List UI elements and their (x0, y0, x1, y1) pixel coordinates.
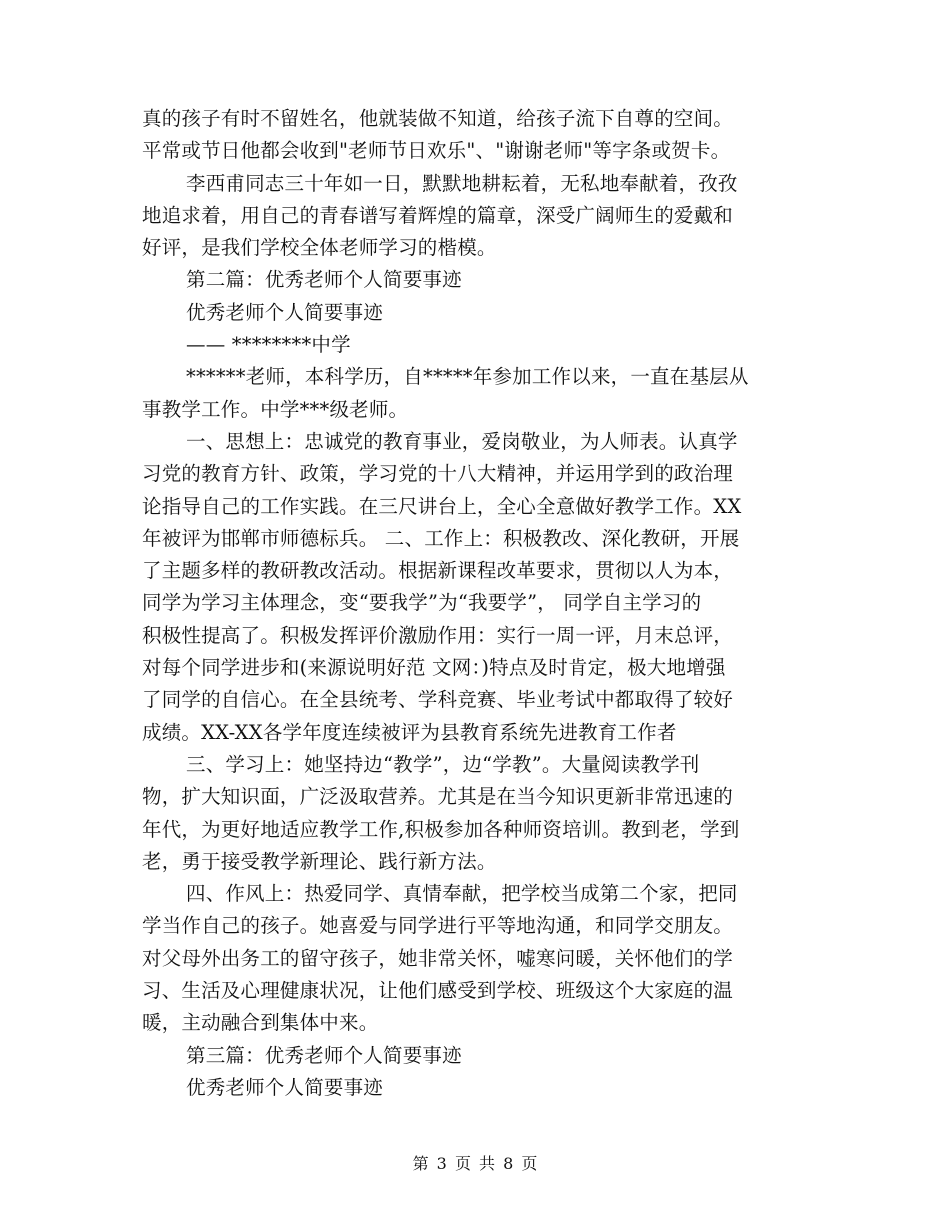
text-line: 物，扩大知识面，广泛汲取营养。尤其是在当今知识更新非常迅速的 (142, 785, 734, 809)
text-line: 年代，为更好地适应教学工作,积极参加各种师资培训。教到老，学到 (142, 817, 740, 841)
text-line: 成绩。XX-XX各学年度连续被评为县教育系统先进教育工作者 (142, 720, 677, 744)
text-line: 了同学的自信心。在全县统考、学科竞赛、毕业考试中都取得了较好 (142, 688, 734, 712)
text-line: 对每个同学进步和(来源说明好范 文网：)特点及时肯定，极大地增强 (142, 656, 726, 680)
section-heading: 第三篇：优秀老师个人简要事迹 (186, 1043, 462, 1067)
document-body (142, 103, 822, 1104)
page-number-footer: 第 3 页 共 8 页 (412, 1154, 538, 1173)
article-title: 优秀老师个人简要事迹 (186, 300, 384, 324)
text-line: 年被评为邯郸市师德标兵。 二、工作上：积极教改、深化教研，开展 (142, 526, 740, 550)
text-line: 真的孩子有时不留姓名，他就装做不知道，给孩子流下自尊的空间。 (142, 107, 734, 130)
paragraph-start-line: ******老师，本科学历，自*****年参加工作以来，一直在基层从 (186, 365, 749, 389)
text-line: 老，勇于接受教学新理论、践行新方法。 (142, 849, 497, 873)
text-line: 同学为学习主体理念，变“要我学”为“我要学”， 同学自主学习的 (142, 591, 702, 615)
text-line: 事教学工作。中学***级老师。 (142, 397, 409, 421)
text-line: 好评，是我们学校全体老师学习的楷模。 (142, 236, 497, 260)
paragraph-start-line: 一、思想上：忠诚党的教育事业，爱岗敬业，为人师表。认真学 (186, 429, 738, 453)
text-line: 对父母外出务工的留守孩子，她非常关怀，嘘寒问暖，关怀他们的学 (142, 946, 734, 970)
text-line: 平常或节日他都会收到"老师节日欢乐"、"谢谢老师"等字条或贺卡。 (142, 139, 731, 163)
text-line: 地追求着，用自己的青春谱写着辉煌的篇章，深受广阔师生的爱戴和 (142, 203, 734, 227)
text-line: 积极性提高了。积极发挥评价激励作用：实行一周一评，月末总评， (142, 623, 734, 647)
text-line: 习党的教育方针、政策，学习党的十八大精神，并运用学到的政治理 (142, 462, 734, 486)
paragraph-start-line: 三、学习上：她坚持边“教学”，边“学教”。大量阅读教学刊 (186, 752, 700, 776)
article-title: 优秀老师个人简要事迹 (186, 1075, 384, 1099)
text-line: 习、生活及心理健康状况，让他们感受到学校、班级这个大家庭的温 (142, 979, 734, 1003)
paragraph-start-line: 四、作风上：热爱同学、真情奉献，把学校当成第二个家，把同 (186, 882, 738, 906)
text-line: 暖，主动融合到集体中来。 (142, 1011, 379, 1035)
text-line: 论指导自己的工作实践。在三尺讲台上，全心全意做好教学工作。XX (142, 494, 742, 518)
article-byline: —— ********中学 (186, 333, 351, 357)
paragraph-start-line: 李西甫同志三十年如一日，默默地耕耘着，无私地奉献着，孜孜 (186, 171, 738, 195)
text-line: 了主题多样的教研教改活动。根据新课程改革要求，贯彻以人为本， (142, 559, 734, 583)
section-heading: 第二篇：优秀老师个人简要事迹 (186, 268, 462, 292)
text-line: 学当作自己的孩子。她喜爱与同学进行平等地沟通，和同学交朋友。 (142, 914, 734, 938)
